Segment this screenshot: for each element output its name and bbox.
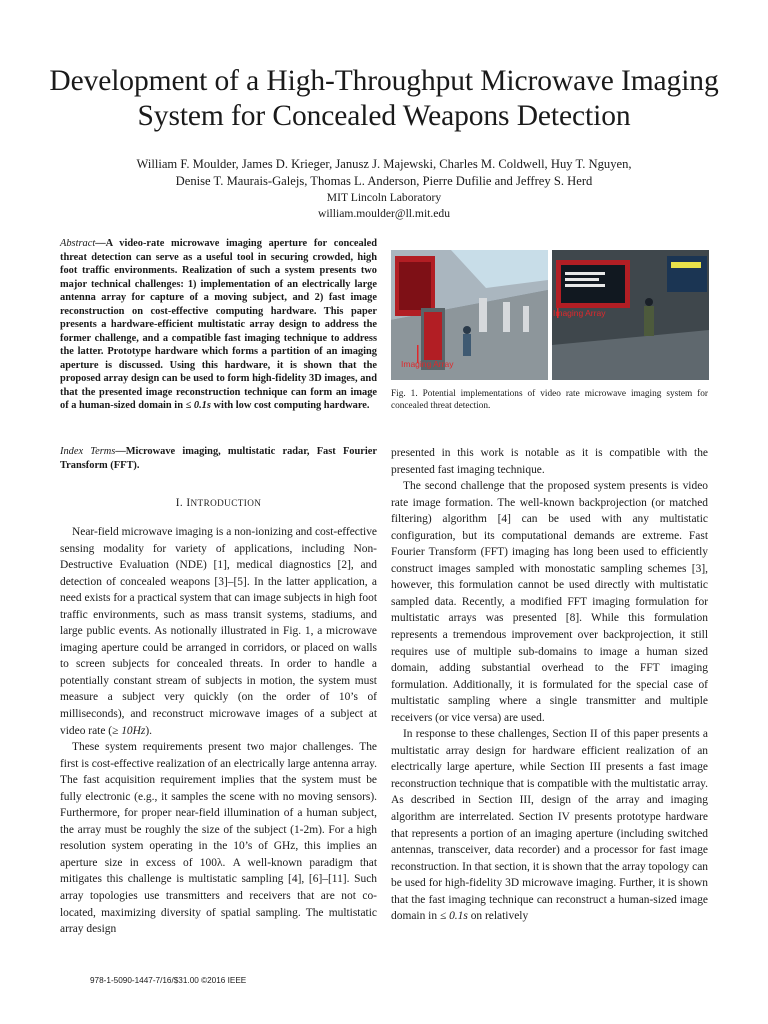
affiliation-block	[60, 190, 708, 222]
figure-1-illustration	[391, 250, 709, 380]
right-p2-text: In response to these challenges, Section II of this paper presents a multistatic array design for hardware efficient realization of an electrically large aperture, while Section III presents a fast image reconstruction technique that is compatible with the multistatic array. As described in Section III, design of the array and imaging algorithm are interrelated. Section IV presents prototype hardware that represents a portion of an imaging aperture (including switched antennas, transceiver, data recorder) and a processor for fast image reconstruction. In that section, it is shown that the array topology can be used for high-fidelity 3D microwave imaging. Further, it is shown that the fast imaging technique can reconstruct a human-sized image domain in	[391, 728, 708, 923]
author-list	[60, 156, 708, 190]
fig-label-left: Imaging Array	[401, 359, 454, 369]
copyright-footer: 978-1-5090-1447-7/16/$31.00 ©2016 IEEE	[90, 976, 247, 985]
author-email: william.moulder@ll.mit.edu	[317, 207, 451, 220]
index-terms-body: Microwave imaging, multistatic radar, Fast Fourier Transform (FFT).	[60, 446, 378, 471]
figure-1-left-panel	[391, 250, 548, 380]
affiliation: MIT Lincoln Laboratory	[326, 191, 442, 204]
authors-line-1: William F. Moulder, James D. Krieger, Janusz J. Majewski, Charles M. Coldwell, Huy T. Nguyen,	[136, 157, 632, 171]
fig-label-right: Imaging Array	[553, 308, 606, 318]
index-terms	[60, 445, 377, 472]
index-terms-dash: —	[115, 446, 126, 457]
section-heading-introduction	[60, 497, 377, 509]
abstract-dash: —	[95, 238, 106, 249]
figure-1-caption: Fig. 1. Potential implementations of video rate microwave imaging system for concealed threat detection.	[391, 389, 708, 411]
authors-line-2: Denise T. Maurais-Galejs, Thomas L. Anderson, Pierre Dufilie and Jeffrey S. Herd	[175, 174, 593, 188]
section-smallcaps: NTRODUCTION	[190, 498, 262, 508]
abstract-body-a: A video-rate microwave imaging aperture for concealed threat detection can serve as a useful tool in securing crowded, high foot traffic environments. Realization of such a system presents two major technical challenges: 1) implementation of an electrically large antenna array for capture of a moving subject, and 2) fast image reconstruction on cost-effective computing hardware. This paper presents a hardware-efficient multistatic array design to address the former challenge, and a compatible fast imaging technique to address the latter. Prototype hardware which forms a partition of an imaging aperture is discussed. Using this hardware, it is shown that the proposed array design can be used to form high-fidelity 3D images, and that the presented image reconstruction technique can form an image of a human-sized domain in	[60, 238, 377, 411]
figure-1-right-panel	[552, 250, 709, 380]
right-paragraph-2	[391, 726, 708, 925]
intro-paragraph-1	[60, 524, 377, 739]
abstract	[60, 237, 377, 413]
abstract-math: ≤ 0.1s	[185, 400, 211, 411]
right-p2-math: ≤ 0.1s	[439, 910, 468, 923]
intro-paragraph-2: These system requirements present two major challenges. The first is cost-effective realization of an electrically large antenna array. The fast acquisition requirement implies that the system must be fully electronic (e.g., it samples the scene with no moving sensors). Furthermore, for proper near-field illumination of a human subject, the array must be roughly the size of the subject (1-2m). For a high resolution system operating in the 10’s of GHz, this implies an aperture size in excess of 100λ. A well-known paradigm that mitigates this challenge is multistatic sampling [4], [6]–[11]. Such array topologies use transmitters and receivers that are not co-located, maximizing diversity of spatial sampling. The multistatic array design	[60, 741, 378, 936]
abstract-lead: Abstract	[60, 238, 96, 249]
intro-p1-math: ≥ 10Hz	[112, 724, 146, 737]
right-column-body	[391, 445, 708, 925]
intro-p1-tail: ).	[145, 724, 153, 737]
abstract-body-b: with low cost computing hardware.	[213, 400, 370, 411]
index-terms-lead: Index Terms	[60, 446, 116, 457]
right-paragraph-1: The second challenge that the proposed system presents is video rate image formation. The well-known backprojection (or matched filtering) algorithm [4] can be used with any multistatic configuration, but its computational demands are extreme. Fast Fourier Transform (FFT) imaging has long been used to efficiently construct images sampled with monostatic sampling schemes [3], however, this formulation cannot be used directly with multistatic sampled data. Recently, a modified FFT imaging formulation for multistatic arrays was presented [8]. While this formulation represents a tremendous improvement over backprojection, it still requires use of multiple sub-domains to image a human sized domain, adding substantial overhead to the FFT imaging formulation. Additionally, it is formulated for the special case of multistatic sampling where a single transmitter and multiple receivers (or vice versa) are used.	[391, 480, 708, 724]
left-column-body	[60, 524, 377, 938]
section-numeral: I. I	[175, 497, 191, 509]
paper-title: Development of a High-Throughput Microwave Imaging System for Concealed Weapons Detection	[49, 65, 719, 132]
intro-p1-text: Near-field microwave imaging is a non-ionizing and cost-effective sensing modality for variety of applications, including Non-Destructive Evaluation (NDE) [1], medical diagnostics [2], and detection of concealed weapons [3]–[5]. In the latter application, a need exists for a practical system that can image subjects in high foot traffic environments, such as mass transit systems, stadiums, and large public events. As notionally illustrated in Fig. 1, a microwave imaging aperture could be arranged in corridors, or placed on walls to screen subjects for concealed threats. In order to handle a potentially constant stream of subjects in motion, the system must measure a subject very quickly (on the order of 10’s of milliseconds), and reconstruct microwave images of a subject at video rate (	[60, 526, 377, 737]
right-p2-tail: on relatively	[470, 910, 529, 923]
right-paragraph-0: presented in this work is notable as it is compatible with the presented fast imaging technique.	[391, 447, 708, 476]
